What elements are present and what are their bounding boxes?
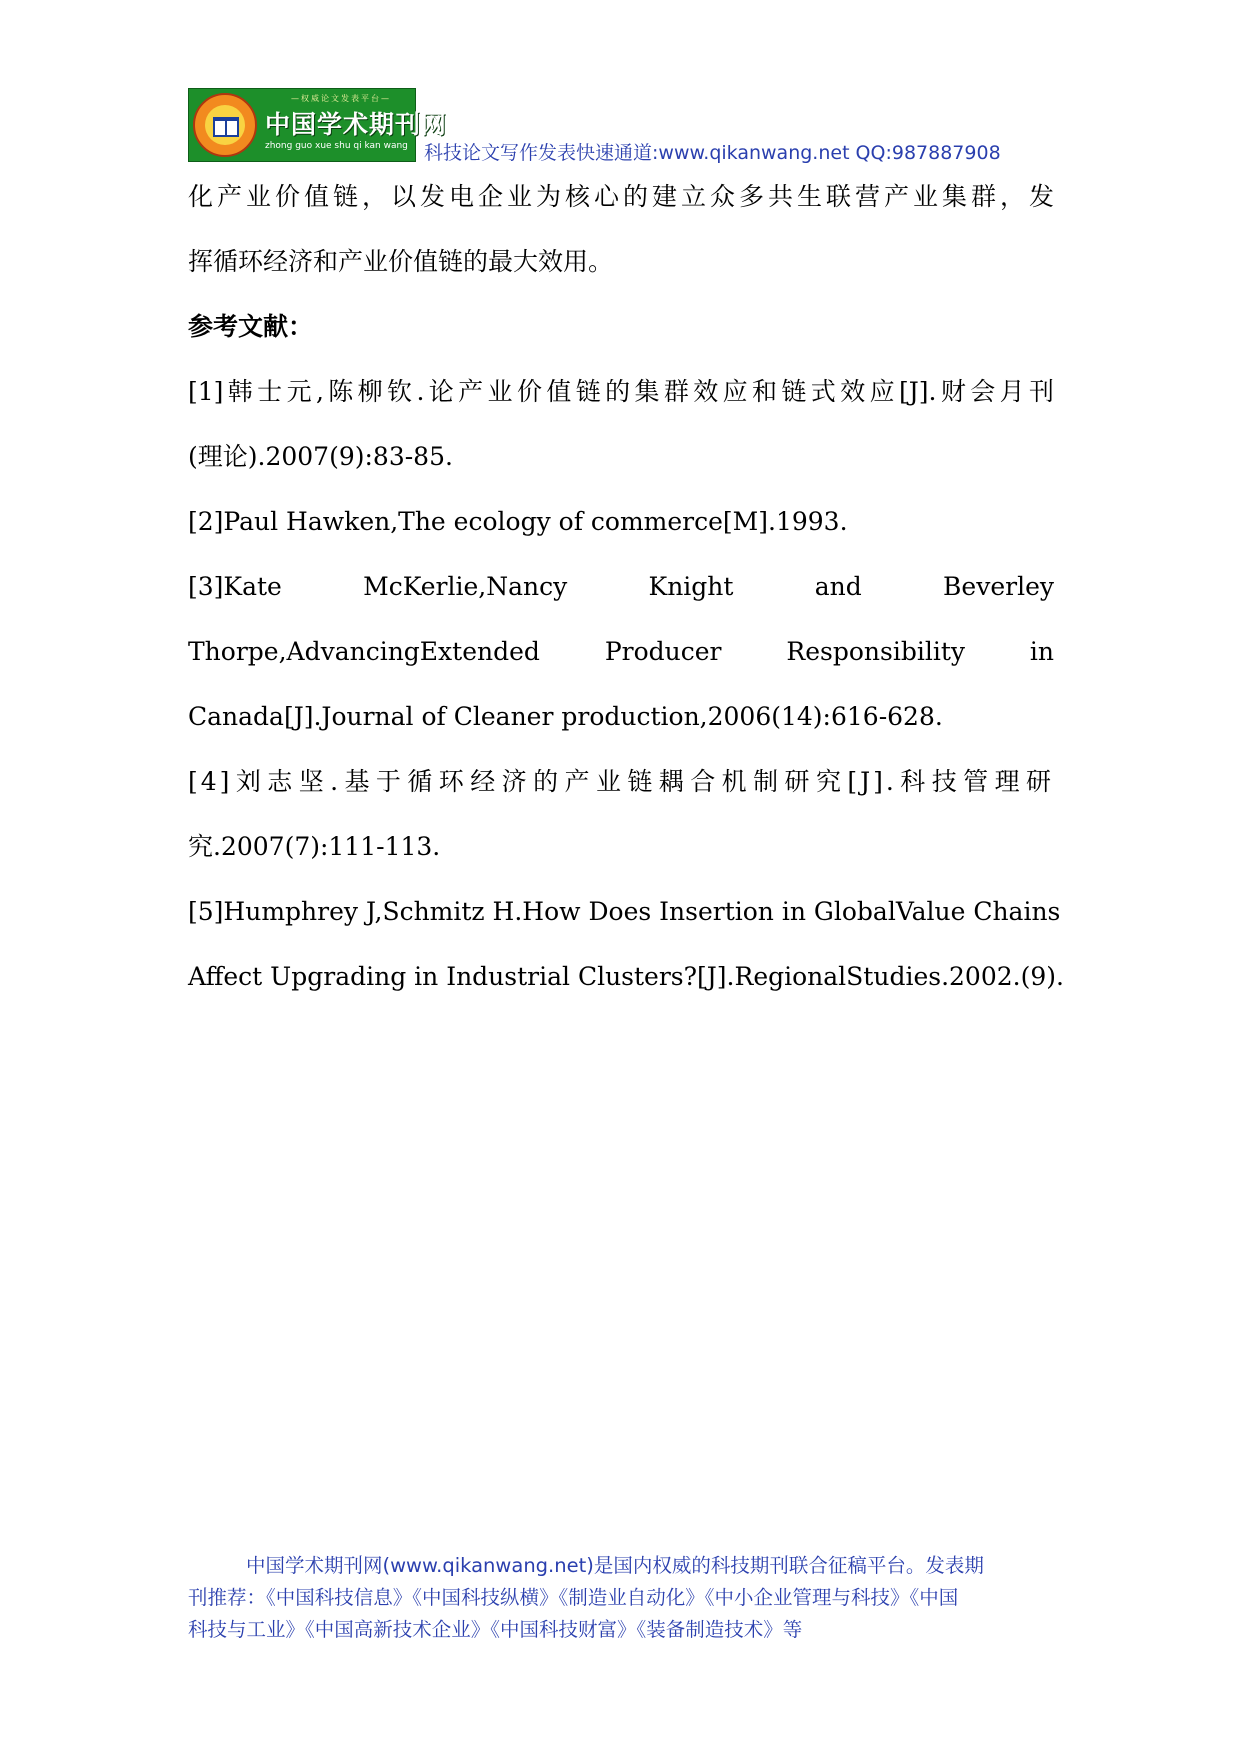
reference-5-line-2: Affect Upgrading in Industrial Clusters?[J].RegionalStudies.2002.(9). [188, 962, 1064, 991]
page-footer [188, 1550, 1058, 1646]
site-logo[interactable] [188, 88, 448, 162]
reference-2-line-1: [2]Paul Hawken,The ecology of commerce[M].1993. [188, 507, 848, 536]
reference-3-line-3: Canada[J].Journal of Cleaner production,2006(14):616-628. [188, 702, 943, 731]
logo-emblem [193, 93, 257, 157]
logo-pinyin: zhong guo xue shu qi kan wang [265, 141, 408, 151]
reference-3-line-2: Thorpe,AdvancingExtended Producer Responsibility in [188, 637, 1054, 666]
paragraph-line: 挥循环经济和产业价值链的最大效用。 [188, 247, 614, 276]
references-heading: 参考文献： [188, 312, 314, 341]
reference-4-line-1: [4]刘志坚.基于循环经济的产业链耦合机制研究[J].科技管理研 [188, 767, 1054, 796]
footer-line: 刊推荐：《中国科技信息》《中国科技纵横》《制造业自动化》《中小企业管理与科技》《中国 [188, 1586, 959, 1609]
reference-1-line-1: [1]韩士元,陈柳钦.论产业价值链的集群效应和链式效应[J].财会月刊 [188, 377, 1054, 406]
book-icon [213, 117, 239, 137]
reference-1-line-2: (理论).2007(9):83-85. [188, 442, 453, 471]
page-header [188, 88, 1058, 162]
reference-5-line-1: [5]Humphrey J,Schmitz H.How Does Insertion in GlobalValue Chains [188, 897, 1061, 926]
footer-line: 中国学术期刊网(www.qikanwang.net)是国内权威的科技期刊联合征稿平台。发表期 [246, 1554, 984, 1577]
header-slogan: 科技论文写作发表快速通道:www.qikanwang.net QQ:987887908 [424, 142, 1001, 164]
reference-3-line-1: [3]Kate McKerlie,Nancy Knight and Beverley [188, 572, 1054, 601]
logo-tagline: —权威论文发表平台— [291, 94, 391, 103]
footer-line: 科技与工业》《中国高新技术企业》《中国科技财富》《装备制造技术》等 [188, 1618, 803, 1641]
reference-4-line-2: 究.2007(7):111-113. [188, 832, 441, 861]
paragraph-line: 化产业价值链，以发电企业为核心的建立众多共生联营产业集群，发 [188, 182, 1054, 211]
logo-name: 中国学术期刊网 [265, 110, 448, 139]
document-body [188, 164, 1064, 1009]
